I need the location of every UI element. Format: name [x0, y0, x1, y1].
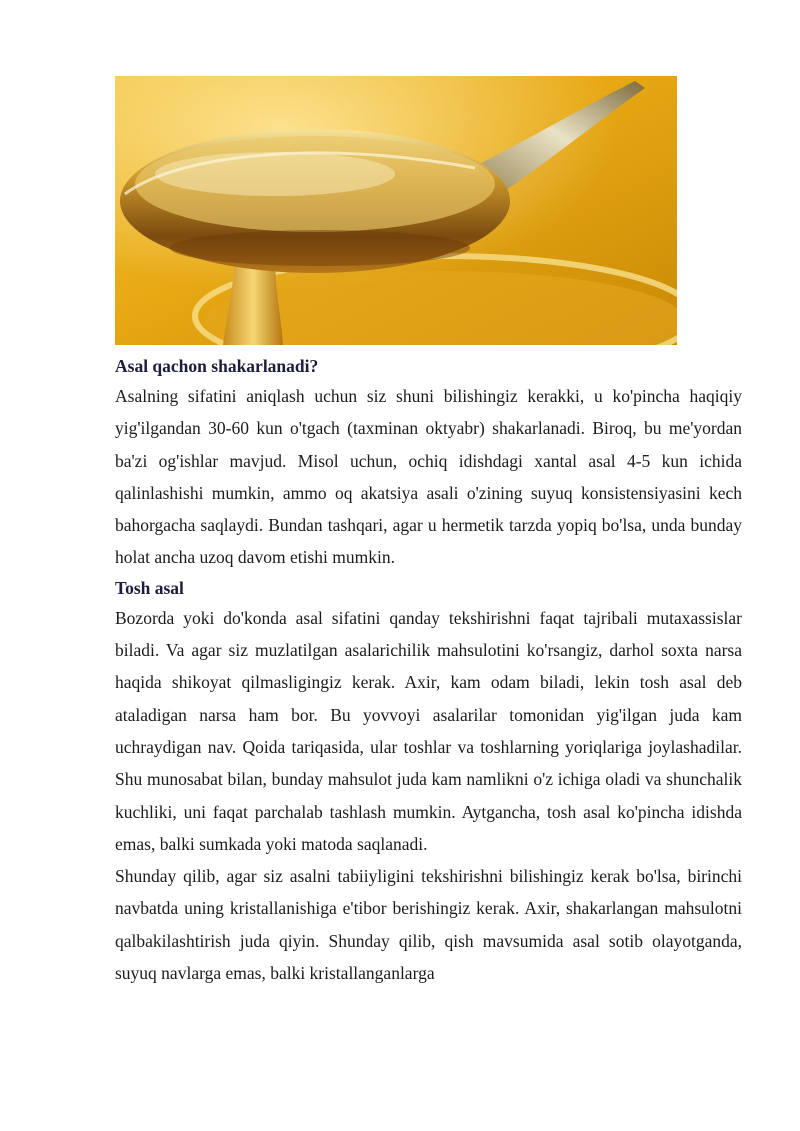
section-paragraph: Bozorda yoki do'konda asal sifatini qanday tekshirishni faqat tajribali mutaxassislar biladi. Va agar siz muzlatilgan asalarichilik mahsulotini ko'rsangiz, darhol soxta narsa haqida shikoyat qilmasligingiz kerak. Axir, kam odam biladi, lekin tosh asal deb ataladigan narsa ham bor. Bu yovvoyi asalarilar tomonidan yig'ilgan juda kam uchraydigan nav. Qoida tariqasida, ular toshlar va toshlarning yoriqlariga joylashadilar. Shu munosabat bilan, bunday mahsulot juda kam namlikni o'z ichiga oladi va shunchalik kuchliki, uni faqat parchalab tashlash mumkin. Aytgancha, tosh asal ko'pincha idishda emas, balki sumkada yoki matoda saqlanadi. [115, 607, 742, 854]
section-heading: Tosh asal [115, 577, 184, 598]
section-heading: Asal qachon shakarlanadi? [115, 356, 319, 376]
honey-spoon-photo [115, 76, 677, 345]
article-body [115, 352, 742, 989]
section-paragraph: Shunday qilib, agar siz asalni tabiiyligini tekshirishni bilishingiz kerak bo'lsa, birinchi navbatda uning kristallanishiga e'tibor berishingiz kerak. Axir, shakarlangan mahsulotni qalbakilashtirish juda qiyin. Shunday qilib, qish mavsumida asal sotib olayotganda, suyuq navlarga emas, balki kristallanganlarga [115, 866, 742, 984]
section-paragraph: Asalning sifatini aniqlash uchun siz shuni bilishingiz kerakki, u ko'pincha haqiqiy yig'ilgandan 30-60 kun o'tgach (taxminan oktyabr) shakarlanadi. Biroq, bu me'yordan ba'zi og'ishlar mavjud. Misol uchun, ochiq idishdagi xantal asal 4-5 kun ichida qalinlashishi mumkin, ammo oq akatsiya asali o'zining suyuq konsistensiyasini kech bahorgacha saqlaydi. Bundan tashqari, agar u hermetik tarzda yopiq bo'lsa, unda bunday holat ancha uzoq davom etishi mumkin. [115, 386, 742, 568]
